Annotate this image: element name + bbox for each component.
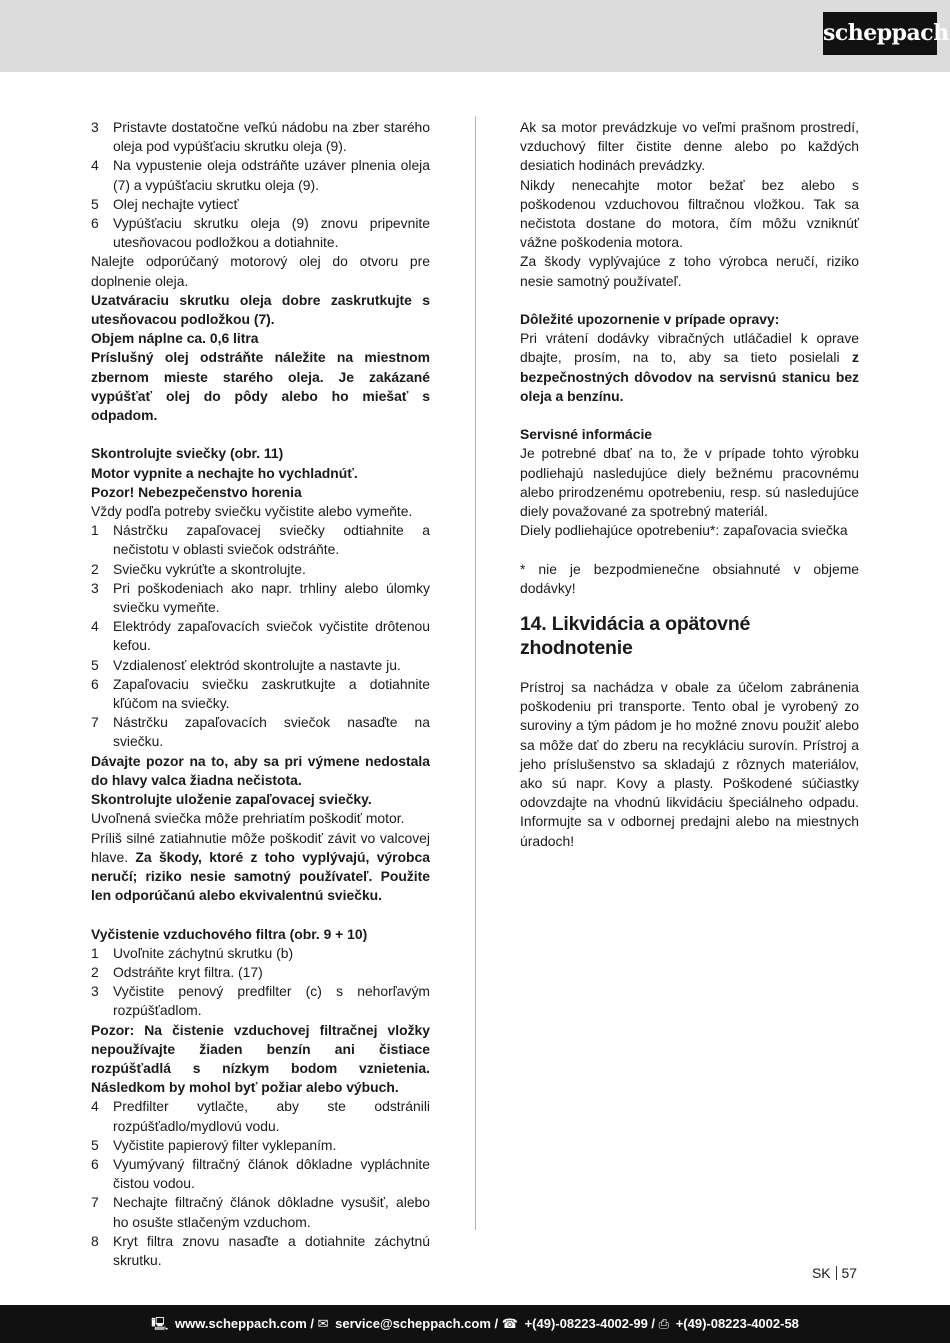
paragraph-bold-text: Za škody, ktoré z toho vyplývajú, výrobca neručí; riziko nesie samotný používateľ. Použite len odporúčanú alebo ekvivalentnú sviečku. [91,848,430,904]
paragraph: Nalejte odporúčaný motorový olej do otvoru pre doplnenie oleja. [91,253,430,289]
section-heading: 14. Likvidácia a opätovné zhodnotenie [520,613,751,660]
paragraph: Uvoľnená sviečka môže prehriatím poškodiť motor. [91,810,405,827]
paragraph [91,829,430,906]
list-item-number: 5 [91,1136,99,1153]
list-item-number: 4 [91,1098,99,1115]
list-item [91,579,430,617]
column-divider [475,116,476,1230]
bold-paragraph: Skontrolujte uloženie zapaľovacej sviečky. [91,791,372,808]
list-item-text: Vyumývaný filtračný článok dôkladne vypláchnite čistou vodou. [113,1155,430,1192]
list-item [91,1232,430,1270]
mail-icon: ✉ [317,1316,329,1331]
list-item-number: 5 [91,656,99,673]
paragraph-gap [91,425,430,444]
list-item-number: 2 [91,963,99,980]
paragraph-gap [520,540,859,559]
paragraph: Prístroj sa nachádza v obale za účelom zabránenia poškodeniu pri transporte. Tento obal je vyrobený zo suroviny a tým pádom je ho možné znovu použiť alebo sa môže dať do zberu na recykláciu surovín. Prístroj a jeho príslušenstvo sa skladajú z rôznych materiálov, ako sú napr. Kovy a plasty. Poškodené súčiastky odovzdajte na vhodnú likvidáciu špeciálneho odpadu. Informujte sa v odbornej predajni alebo na miestnych úradoch! [520,679,859,849]
list-item-text: Nechajte filtračný článok dôkladne vysušiť, alebo ho osušte stlačeným vzduchom. [113,1194,430,1230]
list-item [91,675,430,713]
list-item-number: 4 [91,618,99,635]
list-item-text: Vyčistite papierový filter vyklepaním. [113,1136,337,1153]
paragraph: Je potrebné dbať na to, že v prípade tohto výrobku podliehajú nasledujúce diely bežnému pracovnému alebo prirodzenému opotrebeniu, resp. sú nasledujúce diely považované za spotrebný materiál. [520,445,859,520]
paragraph: Ak sa motor prevádzkuje vo veľmi prašnom prostredí, vzduchový filter čistite denne alebo po každých desiatich hodinách prevádzky. [520,119,859,174]
list-item [91,982,430,1020]
list-item [91,560,430,579]
list-item-number: 3 [91,119,99,135]
list-item-number: 6 [91,1155,99,1172]
paragraph: Diely podliehajúce opotrebeniu*: zapaľovacia sviečka [520,522,848,539]
left-column [91,118,430,1270]
fax-icon: ⎙ [658,1316,670,1331]
paragraph-text: Pri vrátení dodávky vibračných utláčadiel k oprave dbajte, prosím, na to, aby sa tieto posielali [520,330,859,366]
list-item [91,963,430,982]
list-item-number: 3 [91,983,99,1000]
paragraph-gap [520,291,859,310]
paragraph: Nikdy nenecahjte motor bežať bez alebo s poškodenou vzduchovou filtračnou vložkou. Tak sa nečistota dostane do motora, čím môžu vzniknúť vážne poškodenia motora. [520,176,859,251]
paragraph: Vždy podľa potreby sviečku vyčistite alebo vymeňte. [91,503,413,520]
scheppach-logo: scheppach [823,12,937,55]
list-item-text: Olej nechajte vytiecť [113,195,239,212]
list-item-text: Sviečku vykrúťte a skontrolujte. [113,560,306,577]
list-item [91,944,430,963]
paragraph [520,329,859,406]
page-number [812,1265,857,1281]
list-item [91,1097,430,1135]
list-item-text: Vyčistite penový predfilter (c) s nehorľavým rozpúšťadlom. [113,983,430,1019]
list-item-text: Zapaľovaciu sviečku zaskrutkujte a dotiahnite kľúčom na sviečky. [113,675,430,712]
bold-paragraph: Dôležité upozornenie v prípade opravy: [520,311,780,328]
header-bar [0,0,950,72]
paragraph-text: Príliš silné zatiahnutie môže poškodiť závit vo valcovej hlave. [91,829,430,865]
footer-email[interactable]: service@scheppach.com / [335,1316,499,1331]
list-item [91,118,430,156]
list-item [91,214,430,252]
list-item-text: Elektródy zapaľovacích sviečok vyčistite drôtenou kefou. [113,618,430,654]
list-item-number: 7 [91,714,99,731]
paragraph: * nie je bezpodmienečne obsiahnuté v objeme dodávky! [520,560,859,596]
list-item-text: Nástrčku zapaľovacích sviečok nasaďte na sviečku. [113,714,430,750]
list-item-number: 6 [91,675,99,692]
bold-paragraph: Objem náplne ca. 0,6 litra [91,330,259,347]
bold-paragraph: Príslušný olej odstráňte náležite na miestnom zbernom mieste starého oleja. Je zakázané vypúšťať olej do pôdy alebo ho miešať s odpadom. [91,349,430,424]
list-item-number: 6 [91,215,99,232]
language-code: SK [812,1265,831,1281]
list-item-text: Predfilter vytlačte, aby ste odstránili rozpúšťadlo/mydlovú vodu. [113,1098,430,1134]
paragraph-bold-text: z bezpečnostných dôvodov na servisnú stanicu bez oleja a benzínu. [520,349,859,404]
bold-paragraph: Uzatváraciu skrutku oleja dobre zaskrutkujte s utesňovacou podložkou (7). [91,291,430,328]
list-item [91,656,430,675]
paragraph-gap [91,905,430,924]
phone-icon: ☎ [501,1316,518,1331]
list-item-text: Vypúšťaciu skrutku oleja (9) znovu pripevnite utesňovacou podložkou a dotiahnite. [113,215,430,251]
list-item-number: 1 [91,944,99,961]
list-item [91,521,430,559]
list-item-text: Na vypustenie oleja odstráňte uzáver plnenia oleja (7) a vypúšťaciu skrutku oleja (9). [113,157,430,193]
bold-paragraph: Pozor: Na čistenie vzduchovej filtračnej vložky nepoužívajte žiaden benzín ani čistiace rozpúšťadlá s nízkym bodom vznietenia. Následkom by mohol byť požiar alebo výbuch. [91,1021,430,1096]
bold-paragraph: Servisné informácie [520,426,653,443]
footer-phone: +(49)-08223-4002-99 / [524,1316,656,1331]
list-item-number: 8 [91,1232,99,1249]
paragraph: Za škody vyplývajúce z toho výrobca neručí, riziko nesie samotný používateľ. [520,253,859,289]
list-item [91,1136,430,1155]
list-item-text: Odstráňte kryt filtra. (17) [113,963,263,980]
bold-paragraph: Pozor! Nebezpečenstvo horenia [91,483,302,500]
list-item-number: 3 [91,579,99,596]
right-column [520,118,859,851]
list-item-text: Kryt filtra znovu nasaďte a dotiahnite záchytnú skrutku. [113,1232,430,1268]
page-number-value: 57 [841,1265,857,1281]
bold-paragraph: Skontrolujte sviečky (obr. 11) [91,445,284,462]
footer-website[interactable]: www.scheppach.com / [175,1316,314,1331]
list-item-number: 5 [91,195,99,212]
list-item [91,195,430,214]
list-item-number: 4 [91,157,99,174]
list-item-text: Vzdialenosť elektród skontrolujte a nastavte ju. [113,656,401,673]
list-item-number: 2 [91,560,99,577]
bold-paragraph: Dávajte pozor na to, aby sa pri výmene nedostala do hlavy valca žiadna nečistota. [91,752,430,788]
computer-icon: 🖳 [151,1316,169,1331]
bold-paragraph: Vyčistenie vzduchového filtra (obr. 9 + 10) [91,925,368,942]
paragraph-gap [520,406,859,425]
list-item [91,617,430,655]
list-item-text: Pri poškodeniach ako napr. trhliny alebo úlomky sviečku vymeňte. [113,579,430,616]
list-item-text: Nástrčku zapaľovacej sviečky odtiahnite a nečistotu v oblasti sviečok odstráňte. [113,522,430,558]
footer-bar [0,1305,950,1343]
bold-paragraph: Motor vypnite a nechajte ho vychladnúť. [91,464,358,481]
list-item-number: 1 [91,522,99,539]
list-item-text: Pristavte dostatočne veľkú nádobu na zber starého oleja pod vypúšťaciu skrutku oleja (9). [113,119,430,155]
list-item [91,156,430,194]
list-item [91,1155,430,1193]
list-item [91,713,430,751]
list-item-text: Uvoľnite záchytnú skrutku (b) [113,944,294,961]
list-item [91,1193,430,1231]
list-item-number: 7 [91,1194,99,1211]
page-number-separator [836,1266,837,1280]
footer-fax: +(49)-08223-4002-58 [675,1316,799,1331]
